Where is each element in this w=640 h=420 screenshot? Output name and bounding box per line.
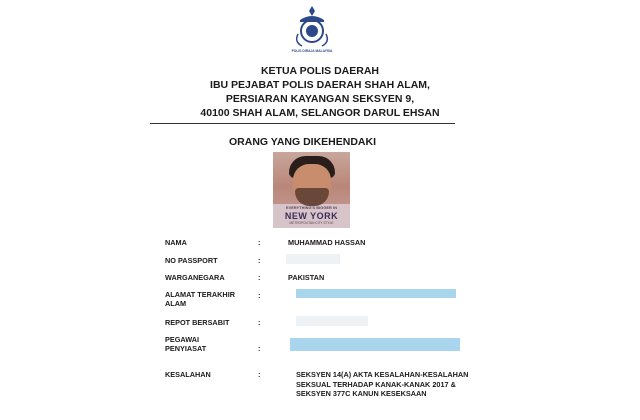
header-line: 40100 SHAH ALAM, SELANGOR DARUL EHSAN xyxy=(200,107,440,119)
field-value-warganegara: PAKISTAN xyxy=(288,273,325,282)
redacted-passport xyxy=(286,254,340,264)
header-divider xyxy=(150,123,455,124)
field-label-pegawai-line2: PENYIASAT xyxy=(165,344,207,353)
field-label-warganegara: WARGANEGARA xyxy=(165,273,225,282)
field-label-alamat xyxy=(165,290,235,308)
redacted-report xyxy=(296,316,368,326)
header-line: KETUA POLIS DAERAH xyxy=(260,65,380,77)
field-label-pegawai-line1: PEGAWAI xyxy=(165,335,200,344)
police-emblem-icon xyxy=(290,4,334,54)
page-title: ORANG YANG DIKEHENDAKI xyxy=(228,136,377,148)
redacted-officer xyxy=(290,338,460,351)
field-colon: : xyxy=(258,370,261,379)
field-label-passport: NO PASSPORT xyxy=(165,256,218,265)
field-label-alamat-line1: ALAMAT TERAKHIR xyxy=(165,290,235,299)
field-label-nama: NAMA xyxy=(165,238,187,247)
field-label-pegawai xyxy=(165,335,206,353)
shirt-text-top: EVERYTHING'S BIGGER IN xyxy=(285,206,338,210)
offence-line: SEKSYEN 14(A) AKTA KESALAHAN-KESALAHAN xyxy=(296,370,469,379)
field-value-kesalahan xyxy=(296,370,468,399)
header-line: IBU PEJABAT POLIS DAERAH SHAH ALAM, xyxy=(210,79,430,91)
field-label-repot: REPOT BERSABIT xyxy=(165,318,230,327)
field-label-alamat-line2: ALAM xyxy=(165,299,187,308)
field-colon: : xyxy=(258,291,261,300)
suspect-photo xyxy=(273,152,350,228)
field-label-kesalahan: KESALAHAN xyxy=(165,370,211,379)
field-value-nama: MUHAMMAD HASSAN xyxy=(288,238,366,247)
field-colon: : xyxy=(258,344,261,353)
emblem-motto: POLIS DIRAJA MALAYSIA xyxy=(291,49,333,53)
letterhead xyxy=(150,64,490,120)
field-colon: : xyxy=(258,256,261,265)
field-colon: : xyxy=(258,273,261,282)
field-colon: : xyxy=(258,318,261,327)
offence-line: SEKSUAL TERHADAP KANAK-KANAK 2017 & xyxy=(296,379,456,389)
shirt-text-bottom: METROPOLITAN CITY STYLE xyxy=(289,221,334,225)
field-colon: : xyxy=(258,238,261,247)
shirt-text-main: NEW YORK xyxy=(284,211,339,221)
redacted-address xyxy=(296,289,456,298)
header-line: PERSIARAN KAYANGAN SEKSYEN 9, xyxy=(225,93,415,105)
offence-line: SEKSYEN 377C KANUN KESEKSAAN xyxy=(296,389,427,398)
